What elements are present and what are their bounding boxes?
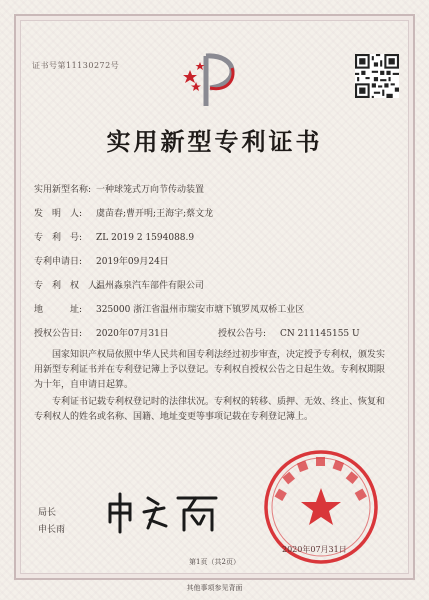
field-grant-dates xyxy=(34,326,360,339)
qr-code-icon xyxy=(355,54,399,98)
field-label: 专 利 权 人: xyxy=(34,281,101,291)
field-label: 发 明 人: xyxy=(34,209,83,219)
cnipa-logo-icon xyxy=(180,48,250,110)
field-label: 授权公告日: xyxy=(34,329,83,339)
body-paragraph: 国家知识产权局依照中华人民共和国专利法经过初步审查，决定授予专利权，颁发实用新型专利证书并在专利登记簿上予以登记。专利权自授权公告之日起生效。专利权期限为十年，自申请日起算。 xyxy=(34,350,386,390)
field-value: 2019年09月24日 xyxy=(96,257,169,267)
field-label: 实用新型名称: xyxy=(34,185,92,195)
certificate-number: 证书号第11130272号 xyxy=(32,61,120,70)
field-application-date xyxy=(34,254,169,267)
field-inventors xyxy=(34,206,213,219)
field-label: 地 址: xyxy=(34,305,83,315)
field-patent-number xyxy=(34,230,194,243)
field-value: 一种球笼式万向节传动装置 xyxy=(96,185,205,195)
director-title: 局长 xyxy=(38,508,57,518)
field-value: CN 211145155 U xyxy=(280,329,360,339)
field-value: 温州淼泉汽车部件有限公司 xyxy=(96,281,205,291)
field-utility-model-name xyxy=(34,182,204,195)
page-indicator: 第1页（共2页） xyxy=(189,558,240,566)
footer-note: 其他事项参见背面 xyxy=(186,584,243,592)
field-label: 专利申请日: xyxy=(34,257,83,267)
field-label: 授权公告号: xyxy=(218,329,267,339)
certificate-body xyxy=(34,348,392,427)
field-value: 虞苗春;曹开明;王海宇;蔡文龙 xyxy=(96,209,214,219)
field-value: 325000 浙江省温州市瑞安市塘下镇罗凤双桥工业区 xyxy=(96,305,305,315)
issue-date: 2020年07月31日 xyxy=(282,545,347,554)
field-value: ZL 2019 2 1594088.9 xyxy=(96,233,195,243)
certificate-title: 实用新型专利证书 xyxy=(106,127,323,156)
director-signature-icon xyxy=(104,488,224,536)
field-patentee xyxy=(34,278,204,291)
field-address xyxy=(34,302,304,315)
director-name: 申长雨 xyxy=(38,525,66,535)
body-paragraph: 专利证书记载专利权登记时的法律状况。专利权的转移、质押、无效、终止、恢复和专利权人的姓名或名称、国籍、地址变更等事项记载在专利登记簿上。 xyxy=(34,397,386,422)
field-label: 专 利 号: xyxy=(34,233,83,243)
field-value: 2020年07月31日 xyxy=(96,329,169,339)
